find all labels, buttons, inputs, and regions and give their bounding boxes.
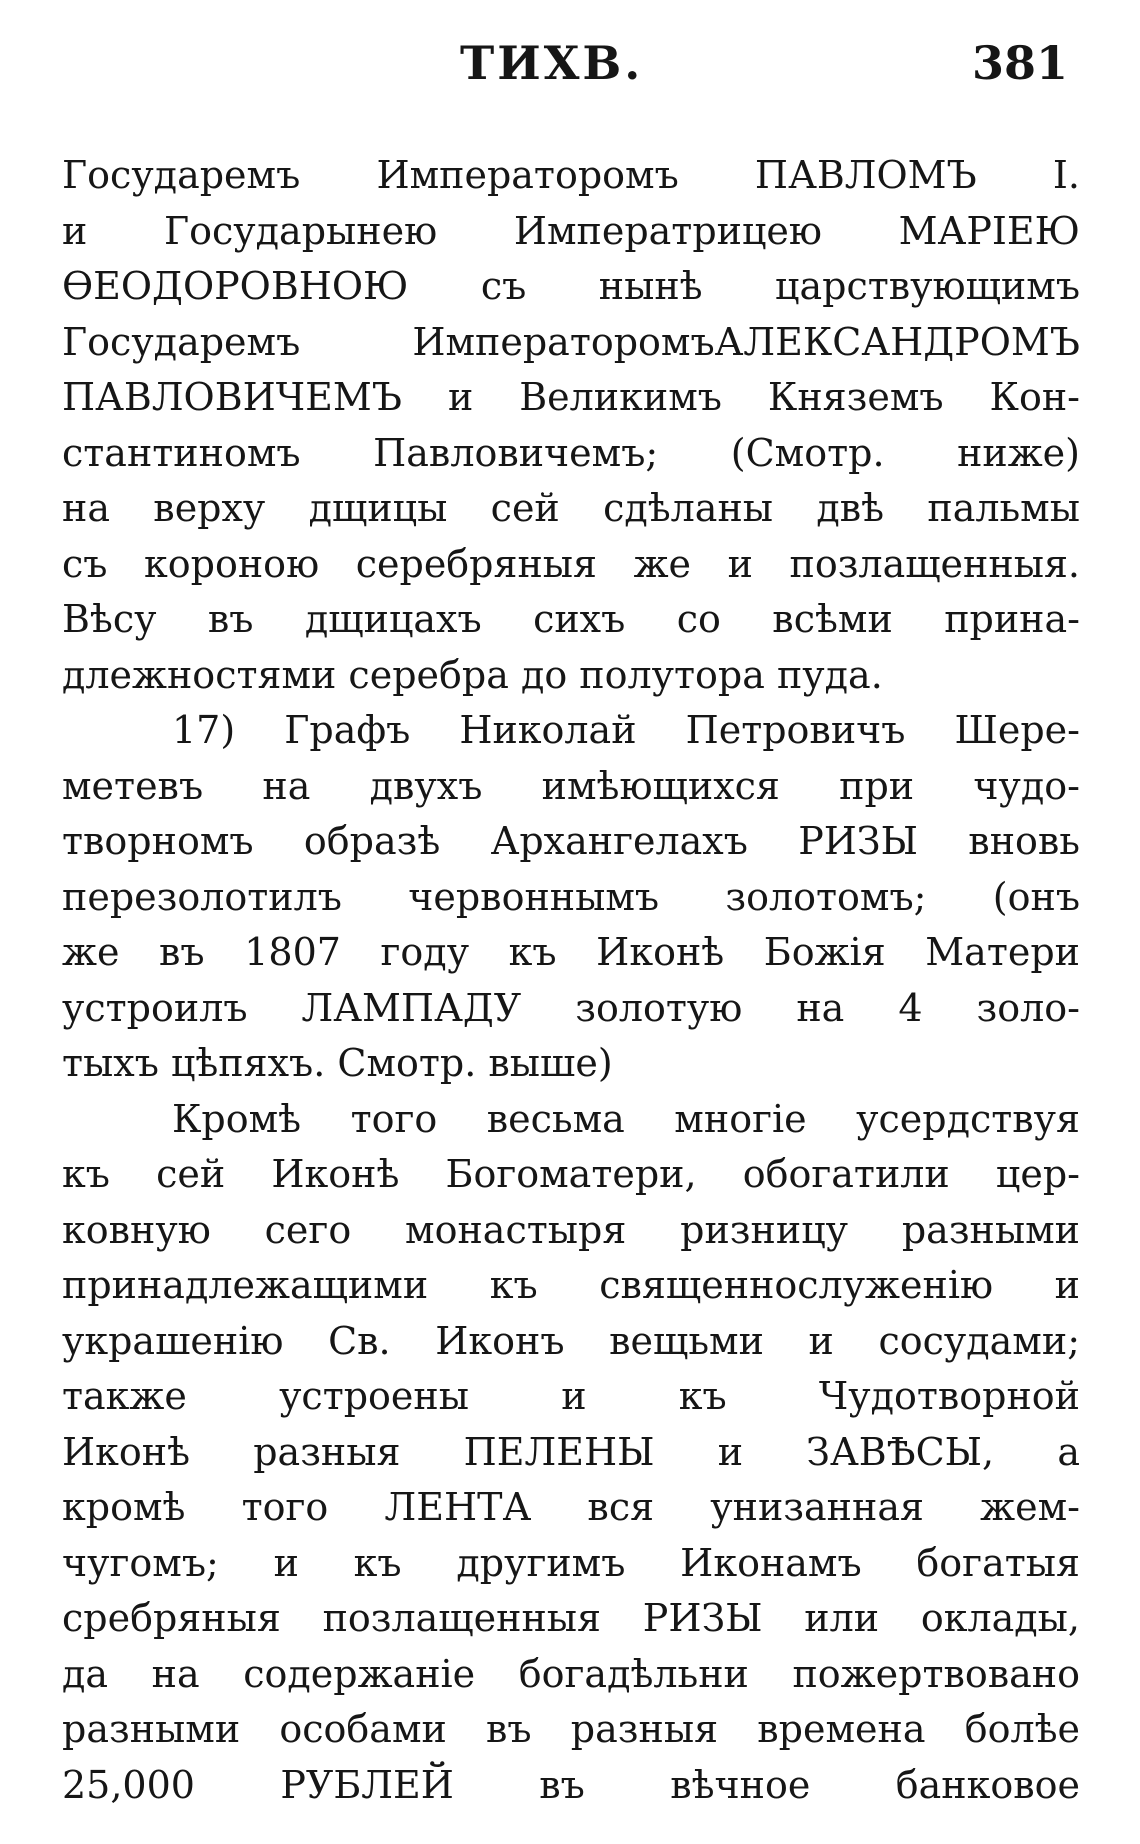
running-title: ТИХВ. <box>460 36 644 90</box>
text-line: тыхъ цѣпяхъ. Смотр. выше) <box>62 1041 613 1085</box>
text-line: Государемъ Императоромъ ПАВЛОМЪ I. <box>62 153 1080 197</box>
text-line: сребряныя позлащенныя РИЗЫ или оклады, <box>62 1596 1080 1640</box>
page-number: 381 <box>971 36 1068 90</box>
text-line: Вѣсу въ дщицахъ сихъ со всѣми прина- <box>62 597 1080 641</box>
text-line: съ короною серебряныя же и позлащенныя. <box>62 541 1080 586</box>
text-line: ПАВЛОВИЧЕМЪ и Великимъ Княземъ Кон- <box>62 375 1080 419</box>
text-line: Государемъ ИмператоромъАЛЕКСАНДРОМЪ <box>62 319 1080 364</box>
paragraph-1 <box>62 148 1080 703</box>
paragraph-2 <box>62 703 1080 1092</box>
text-line: стантиномъ Павловичемъ; (Смотр. ниже) <box>62 430 1080 475</box>
text-line: чугомъ; и къ другимъ Иконамъ богатыя <box>62 1540 1080 1585</box>
text-line: устроилъ ЛАМПАДУ золотую на 4 золо- <box>62 985 1080 1030</box>
text-line: 17) Графъ Николай Петровичъ Шере- <box>172 708 1080 752</box>
text-line: Иконѣ разныя ПЕЛЕНЫ и ЗАВѢСЫ, а <box>62 1429 1080 1474</box>
text-line: и Государынею Императрицею МАРІЕЮ <box>62 208 1080 253</box>
text-line: кромѣ того ЛЕНТА вся унизанная жем- <box>62 1485 1080 1529</box>
text-line: также устроены и къ Чудотворной <box>62 1374 1080 1418</box>
text-line: же въ 1807 году къ Иконѣ Божія Матери <box>62 930 1080 974</box>
text-line: на верху дщицы сей сдѣланы двѣ пальмы <box>62 486 1080 530</box>
text-line: метевъ на двухъ имѣющихся при чудо- <box>62 763 1080 808</box>
text-line: Кромѣ того весьма многіе усердствуя <box>172 1096 1080 1141</box>
text-line: да на содержаніе богадѣльни пожертвовано <box>62 1651 1080 1696</box>
text-line: творномъ образѣ Архангелахъ РИЗЫ вновь <box>62 819 1080 863</box>
page-header <box>0 36 1140 106</box>
text-line: ѲЕОДОРОВНОЮ съ нынѣ царствующимъ <box>62 264 1080 308</box>
text-line: украшенію Св. Иконъ вещьми и сосудами; <box>62 1318 1080 1363</box>
page-body <box>62 148 1080 1813</box>
text-line: принадлежащими къ священнослуженію и <box>62 1263 1080 1307</box>
text-line: къ сей Иконѣ Богоматери, обогатили цер- <box>62 1152 1080 1196</box>
text-line: 25,000 РУБЛЕЙ въ вѣчное банковое <box>62 1762 1080 1807</box>
paragraph-3 <box>62 1092 1080 1814</box>
text-line: длежностями серебра до полутора пуда. <box>62 652 883 697</box>
text-line: перезолотилъ червоннымъ золотомъ; (онъ <box>62 874 1080 919</box>
text-line: разными особами въ разныя времена болѣе <box>62 1707 1080 1751</box>
text-line: ковную сего монастыря ризницу разными <box>62 1207 1080 1252</box>
